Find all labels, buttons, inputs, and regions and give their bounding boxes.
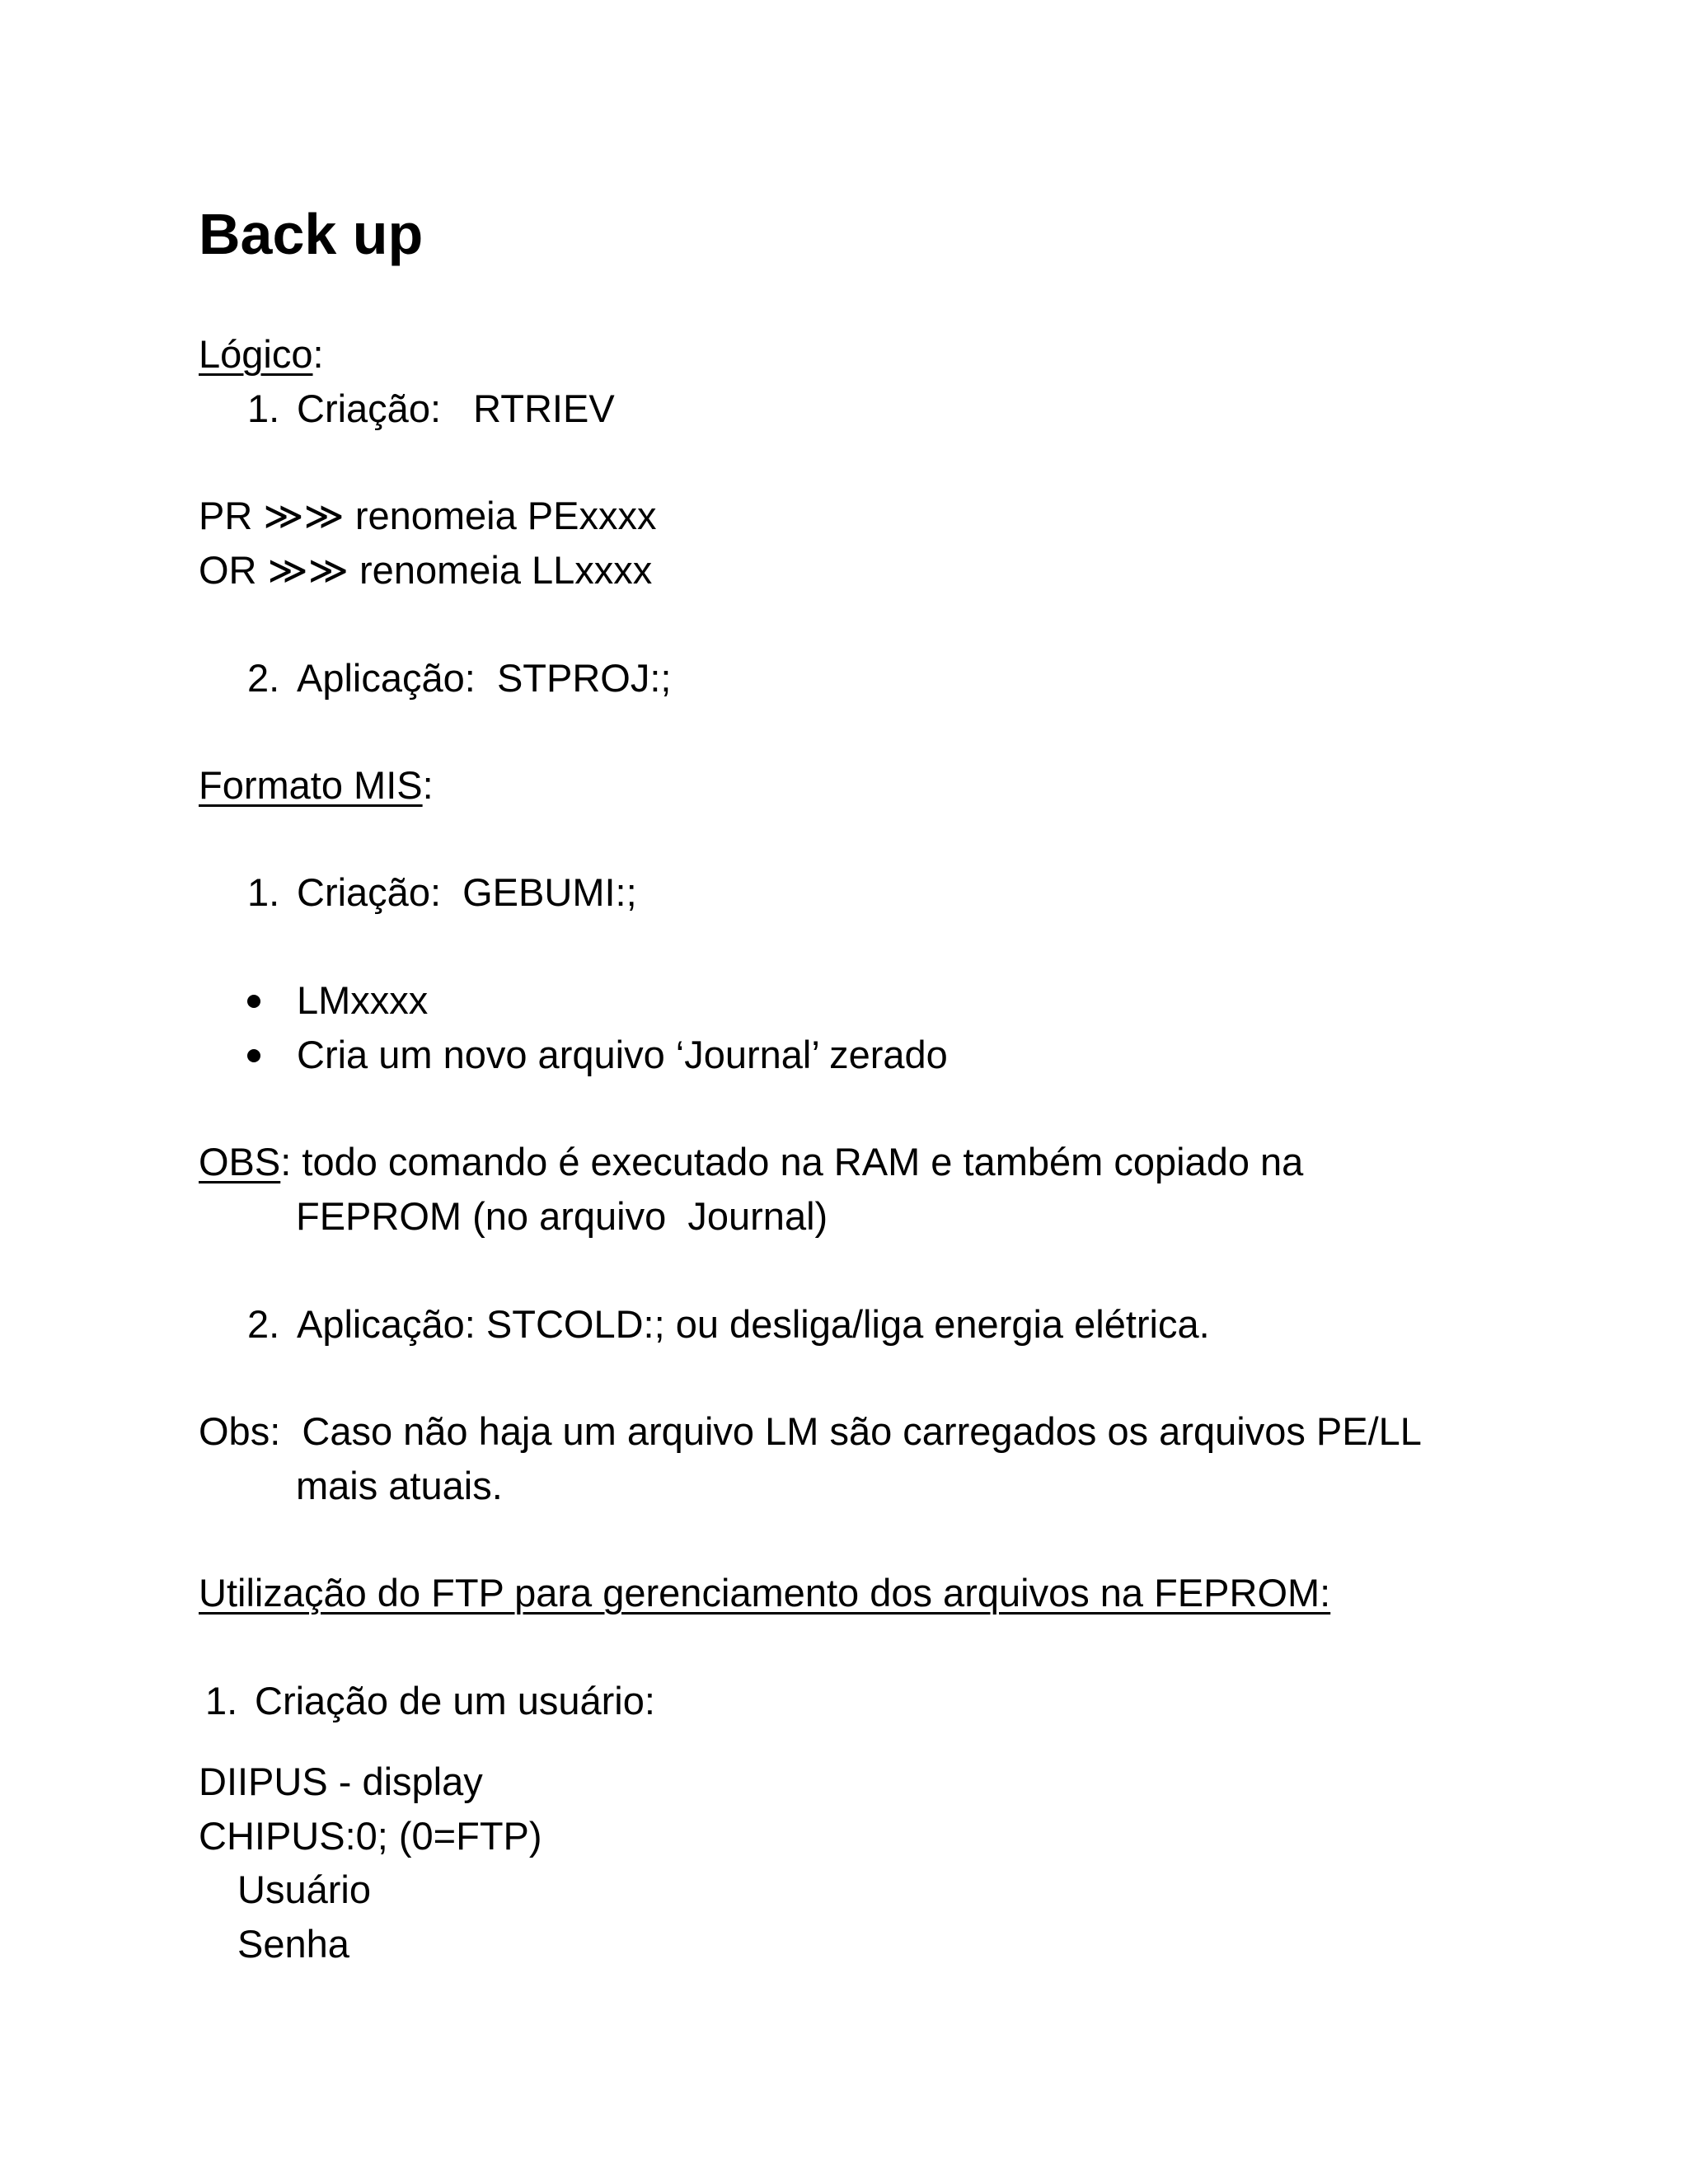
obs-text: : todo comando é executado na RAM e também copiado na xyxy=(280,1140,1304,1183)
logico-step-2-text: Aplicação: STPROJ:; xyxy=(297,656,672,700)
mis-step-1-text: Criação: GEBUMI:; xyxy=(297,870,637,914)
mis-step-2 xyxy=(247,1301,1210,1347)
mis-step-1 xyxy=(247,869,637,916)
bullet-dot-icon xyxy=(247,1032,297,1078)
bullet-item xyxy=(247,1032,948,1078)
bullet-dot-icon xyxy=(247,977,297,1024)
section-heading-mis xyxy=(199,762,434,808)
bullet-item xyxy=(247,977,428,1024)
ftp-command-display: DIIPUS - display xyxy=(199,1760,483,1803)
obs2-note-line-2: mais atuais. xyxy=(296,1464,503,1507)
ftp-sub-usuario: Usuário xyxy=(237,1868,371,1911)
ftp-heading-text: Utilização do FTP para gerenciamento dos arquivos na FEPROM: xyxy=(199,1571,1331,1615)
obs2-note-line-1: Obs: Caso não haja um arquivo LM são carregados os arquivos PE/LL xyxy=(199,1409,1422,1453)
logico-step-2 xyxy=(247,655,672,701)
ftp-step-1-text: Criação de um usuário: xyxy=(255,1679,655,1722)
list-number: 1. xyxy=(247,387,280,430)
obs-label: OBS xyxy=(199,1140,281,1183)
mis-heading-text: Formato MIS xyxy=(199,763,423,807)
ftp-sub-senha: Senha xyxy=(237,1922,349,1966)
page-title: Back up xyxy=(199,202,424,266)
bullet-text: LMxxxx xyxy=(297,978,429,1022)
list-number: 2. xyxy=(247,656,280,700)
logico-step-1 xyxy=(247,386,615,432)
logico-heading-text: Lógico xyxy=(199,332,313,376)
obs-note-line-1 xyxy=(199,1139,1303,1185)
logico-step-1-text: Criação: RTRIEV xyxy=(297,387,615,430)
list-number: 1. xyxy=(205,1679,238,1722)
section-heading-logico xyxy=(199,331,324,377)
list-number: 1. xyxy=(247,870,280,914)
logico-heading-colon: : xyxy=(312,332,324,376)
section-heading-ftp xyxy=(199,1570,1330,1616)
pr-line: PR ≫≫ renomeia PExxxx xyxy=(199,494,657,537)
list-number: 2. xyxy=(247,1302,280,1346)
or-line: OR ≫≫ renomeia LLxxxx xyxy=(199,548,653,592)
mis-heading-colon: : xyxy=(422,763,434,807)
mis-step-2-text: Aplicação: STCOLD:; ou desliga/liga energia elétrica. xyxy=(297,1302,1210,1346)
ftp-command-chipus: CHIPUS:0; (0=FTP) xyxy=(199,1814,542,1858)
obs-note-line-2: FEPROM (no arquivo Journal) xyxy=(296,1194,828,1238)
ftp-step-1 xyxy=(205,1678,655,1724)
bullet-text: Cria um novo arquivo ‘Journal’ zerado xyxy=(297,1033,948,1076)
